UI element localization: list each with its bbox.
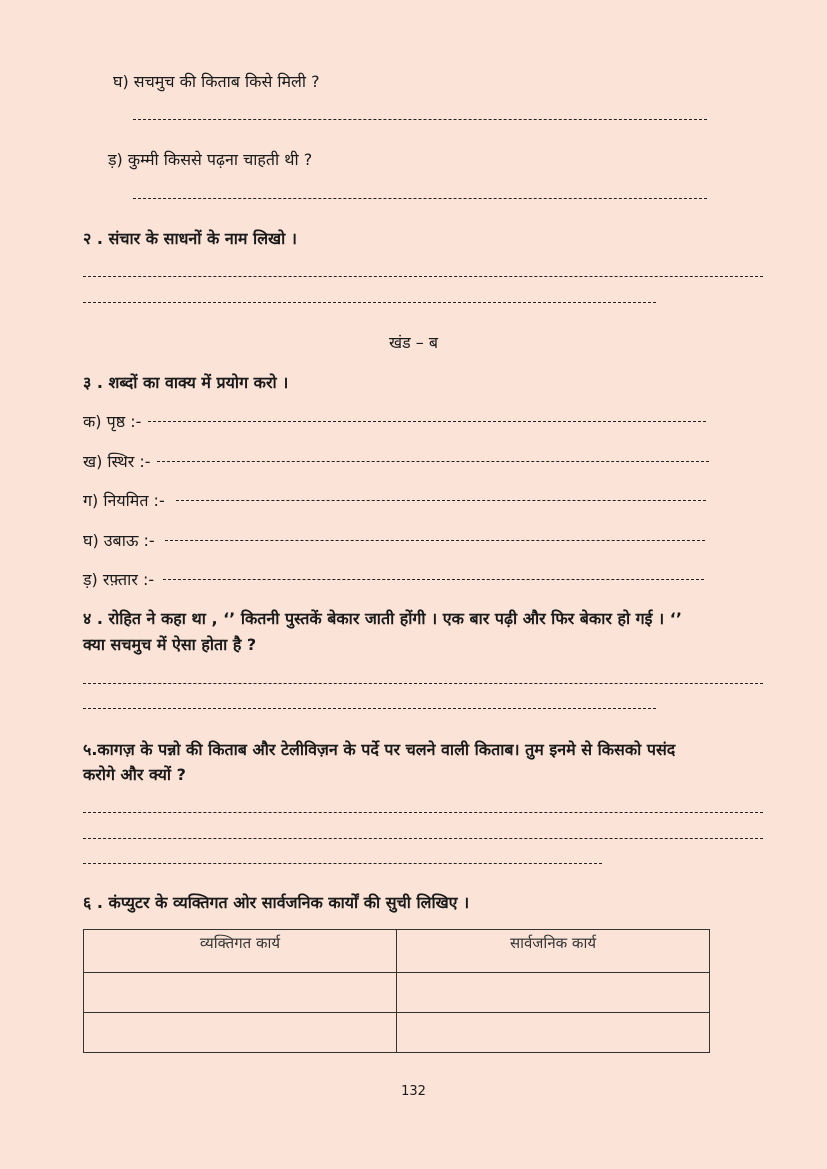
table-cell[interactable]	[84, 973, 397, 1013]
answer-line	[83, 863, 602, 864]
answer-line	[165, 540, 705, 541]
column-header-public: सार्वजनिक कार्य	[397, 930, 710, 973]
word-item: ड़) रफ़्तार :-	[83, 570, 155, 589]
answer-line	[148, 421, 706, 422]
table-cell[interactable]	[397, 973, 710, 1013]
word-item: ग) नियमित :-	[83, 491, 165, 510]
question-gha: घ) सचमुच की किताब किसे मिली ?	[113, 72, 320, 91]
table-row	[84, 1013, 710, 1053]
answer-line	[133, 119, 707, 120]
table-row	[84, 973, 710, 1013]
section-title: खंड – ब	[389, 333, 438, 352]
answer-line	[83, 838, 763, 839]
answer-line	[83, 302, 656, 303]
table-cell[interactable]	[84, 1013, 397, 1053]
question-4-line1: ४ . रोहित ने कहा था , ‘’ कितनी पुस्तकें बेकार जाती होंगी । एक बार पढ़ी और फिर बेकार हो गई । ‘’	[83, 609, 682, 628]
column-header-personal: व्यक्तिगत कार्य	[84, 930, 397, 973]
answer-line	[83, 812, 763, 813]
word-item: घ) उबाऊ :-	[83, 531, 155, 550]
table-cell[interactable]	[397, 1013, 710, 1053]
tasks-table	[83, 929, 710, 1053]
table-header-row	[84, 930, 710, 973]
answer-line	[83, 276, 763, 277]
question-2: २ . संचार के साधनों के नाम लिखो ।	[83, 229, 297, 248]
answer-line	[83, 708, 656, 709]
answer-line	[133, 198, 707, 199]
question-5-line1: ५.कागज़ के पन्नो की किताब और टेलीविज़न के पर्दे पर चलने वाली किताब। तुम इनमे से किसको पसंद	[83, 740, 676, 759]
question-5-line2: करोगे और क्यों ?	[83, 765, 186, 784]
question-6: ६ . कंप्युटर के व्यक्तिगत ओर सार्वजनिक कार्यों की सुची लिखिए ।	[83, 893, 470, 912]
question-3: ३ . शब्दों का वाक्य में प्रयोग करो ।	[83, 373, 289, 392]
answer-line	[163, 579, 704, 580]
answer-line	[83, 683, 763, 684]
word-item: ख) स्थिर :-	[83, 452, 151, 471]
question-da: ड़) कुम्मी किससे पढ़ना चाहती थी ?	[108, 150, 313, 169]
question-4-line2: क्या सचमुच में ऐसा होता है ?	[83, 635, 257, 654]
answer-line	[157, 461, 709, 462]
word-item: क) पृष्ठ :-	[83, 412, 142, 431]
page-number: 132	[401, 1084, 426, 1099]
answer-line	[176, 500, 706, 501]
